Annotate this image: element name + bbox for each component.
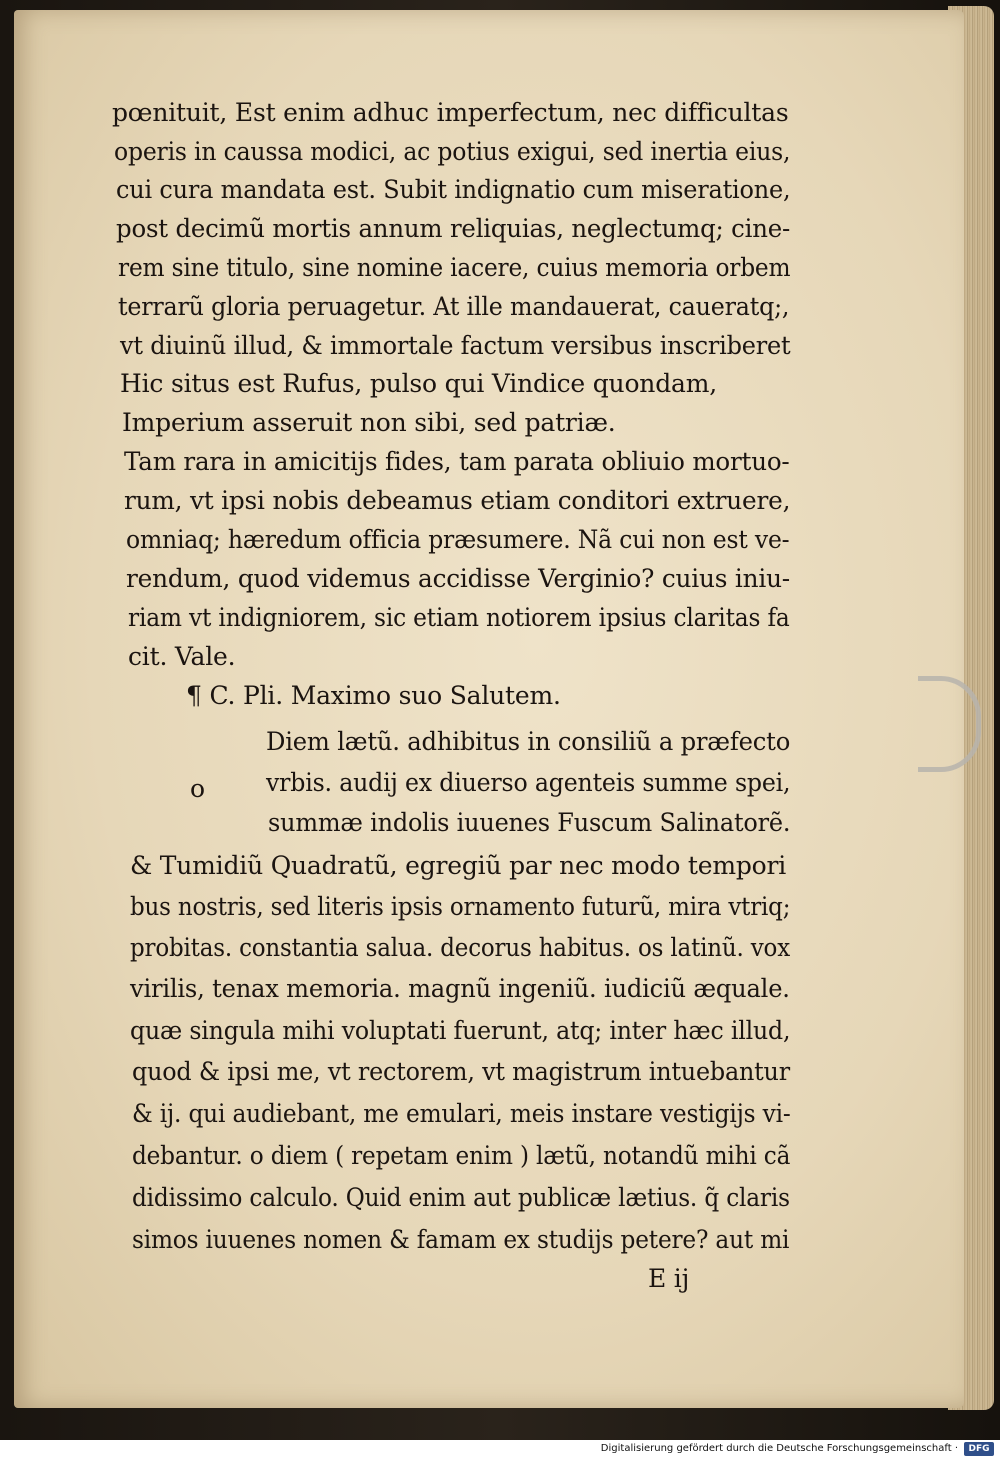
verse-line: Imperium asseruit non sibi, sed patriæ. [122, 408, 616, 437]
text-line: summæ indolis iuuenes Fuscum Salinatorẽ. [268, 808, 791, 837]
text-line: Diem lætũ. adhibitus in consiliũ a præfecto [266, 727, 791, 756]
letter-heading: ¶ C. Pli. Maximo suo Salutem. [186, 681, 561, 710]
footer-credit: Digitalisierung gefördert durch die Deutsche Forschungsgemeinschaft · [600, 1443, 958, 1454]
text-line: & ij. qui audiebant, me emulari, meis instare vestigijs vi- [132, 1099, 791, 1128]
text-line: operis in caussa modici, ac potius exigui, sed inertia eius, [114, 137, 791, 166]
digitization-footer [0, 1440, 1000, 1459]
paper-clip [918, 676, 981, 772]
text-line: quæ singula mihi voluptati fuerunt, atq; inter hæc illud, [130, 1016, 791, 1045]
text-line: post decimũ mortis annum reliquias, neglectumq; cine- [116, 214, 791, 243]
text-line: rendum, quod videmus accidisse Verginio? cuius iniu- [126, 564, 790, 593]
text-line: debantur. o diem ( repetam enim ) lætũ, notandũ mihi cã [132, 1141, 791, 1170]
text-line: vrbis. audij ex diuerso agenteis summe spei, [266, 768, 791, 797]
text-line: quod & ipsi me, vt rectorem, vt magistrum intuebantur [132, 1057, 790, 1086]
text-line: riam vt indigniorem, sic etiam notiorem ipsius claritas fa [128, 603, 790, 632]
text-line: & Tumidiũ Quadratũ, egregiũ par nec modo tempori [130, 851, 787, 880]
text-line: cit. Vale. [128, 642, 236, 671]
text-line: vt diuinũ illud, & immortale factum versibus inscriberet [120, 331, 791, 360]
text-line: omniaq; hæredum officia præsumere. Nã cui non est ve- [126, 525, 790, 554]
text-line: simos iuuenes nomen & famam ex studijs petere? aut mi [132, 1225, 790, 1254]
text-line: didissimo calculo. Quid enim aut publicæ lætius. q̃ claris [132, 1183, 790, 1212]
text-line: probitas. constantia salua. decorus habitus. os latinũ. vox [130, 933, 790, 962]
text-line: rem sine titulo, sine nomine iacere, cuius memoria orbem [118, 253, 791, 282]
verse-line: Hic situs est Rufus, pulso qui Vindice quondam, [120, 369, 717, 398]
dfg-logo: DFG [964, 1442, 994, 1456]
text-line: Tam rara in amicitijs fides, tam parata obliuio mortuo- [124, 447, 790, 476]
text-line: cui cura mandata est. Subit indignatio cum miseratione, [116, 175, 791, 204]
text-line: terrarũ gloria peruagetur. At ille mandauerat, caueratq;, [118, 292, 790, 321]
text-line: virilis, tenax memoria. magnũ ingeniũ. iudiciũ æquale. [130, 974, 790, 1003]
signature-mark: E ij [648, 1264, 690, 1293]
text-line: rum, vt ipsi nobis debeamus etiam conditori extruere, [124, 486, 791, 515]
text-line: bus nostris, sed literis ipsis ornamento futurũ, mira vtriq; [130, 892, 791, 921]
initial-letter: o [190, 774, 205, 803]
text-line: pœnituit, Est enim adhuc imperfectum, nec difficultas [112, 98, 789, 127]
